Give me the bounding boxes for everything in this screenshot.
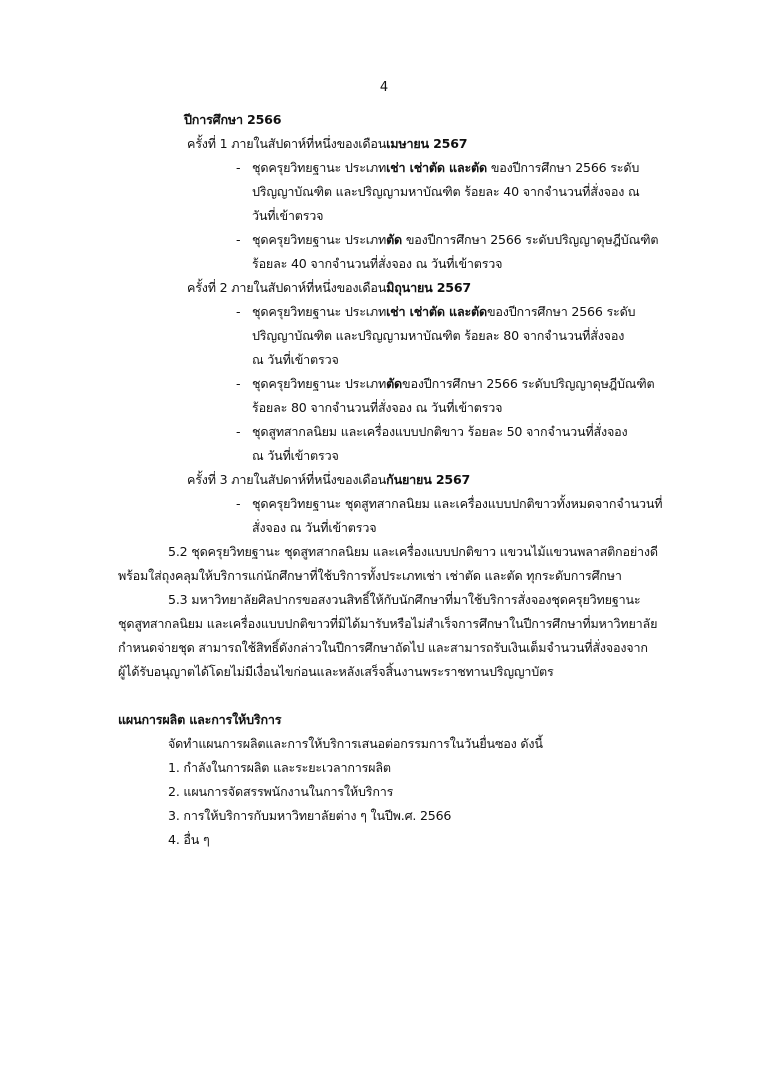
bullet-dash: - (236, 304, 241, 319)
round-1-item-1-line-1: ชุดครุยวิทยฐานะ ประเภทเช่า เช่าตัด และตัด ของปีการศึกษา 2566 ระดับ (252, 160, 640, 175)
bullet-dash: - (236, 160, 241, 175)
round-1-item-2-line-2: ร้อยละ 40 จากจำนวนที่สั่งจอง ณ วันที่เข้าตรวจ (252, 256, 503, 271)
round-1-label: ครั้งที่ 1 ภายในสัปดาห์ที่หนึ่งของเดือนเมษายน 2567 (187, 136, 468, 151)
round-2-item-2-line-2: ร้อยละ 80 จากจำนวนที่สั่งจอง ณ วันที่เข้าตรวจ (252, 400, 503, 415)
round-2-item-3-line-1: ชุดสูทสากลนิยม และเครื่องแบบปกติขาว ร้อยละ 50 จากจำนวนที่สั่งจอง (252, 424, 628, 439)
round-3-month: กันยายน 2567 (386, 472, 471, 487)
round-1-month: เมษายน 2567 (386, 136, 468, 151)
para-5-2-line-2: พร้อมใส่ถุงคลุมให้บริการแก่นักศึกษาที่ใช้บริการทั้งประเภทเช่า เช่าตัด และตัด ทุกระดับการศึกษา (118, 568, 622, 583)
para-5-3-line-3: กำหนดจ่ายชุด สามารถใช้สิทธิ์ดังกล่าวในปีการศึกษาถัดไป และสามารถรับเงินเต็มจำนวนที่สั่งจองจาก (118, 640, 648, 655)
para-5-3-line-1: 5.3 มหาวิทยาลัยศิลปากรขอสงวนสิทธิ์ให้กับนักศึกษาที่มาใช้บริการสั่งจองชุดครุยวิทยฐานะ (168, 592, 641, 607)
round-3-item-1-line-1: ชุดครุยวิทยฐานะ ชุดสูทสากลนิยม และเครื่องแบบปกติขาวทั้งหมดจากจำนวนที่ (252, 496, 663, 511)
round-2-item-1-line-3: ณ วันที่เข้าตรวจ (252, 352, 339, 367)
round-2-item-1-line-1: ชุดครุยวิทยฐานะ ประเภทเช่า เช่าตัด และตัดของปีการศึกษา 2566 ระดับ (252, 304, 636, 319)
round-2-item-2-line-1: ชุดครุยวิทยฐานะ ประเภทตัดของปีการศึกษา 2566 ระดับปริญญาดุษฎีบัณฑิต (252, 376, 655, 391)
plan-item-1: 1. กำลังในการผลิต และระยะเวลาการผลิต (168, 760, 391, 775)
round-2-item-1-line-2: ปริญญาบัณฑิต และปริญญามหาบัณฑิต ร้อยละ 80 จากจำนวนที่สั่งจอง (252, 328, 625, 343)
para-5-3-line-4: ผู้ได้รับอนุญาตได้โดยไม่มีเงื่อนไขก่อนและหลังเสร็จสิ้นงานพระราชทานปริญญาบัตร (118, 664, 554, 679)
round-2-item-3-line-2: ณ วันที่เข้าตรวจ (252, 448, 339, 463)
round-2-month: มิถุนายน 2567 (386, 280, 471, 295)
section-heading: ปีการศึกษา 2566 (184, 112, 282, 127)
bullet-dash: - (236, 376, 241, 391)
para-5-2-line-1: 5.2 ชุดครุยวิทยฐานะ ชุดสูทสากลนิยม และเครื่องแบบปกติขาว แขวนไม้แขวนพลาสติกอย่างดี (168, 544, 658, 559)
plan-item-3: 3. การให้บริการกับมหาวิทยาลัยต่าง ๆ ในปีพ.ศ. 2566 (168, 808, 452, 823)
bullet-dash: - (236, 496, 241, 511)
para-5-3-line-2: ชุดสูทสากลนิยม และเครื่องแบบปกติขาวที่มิได้มารับหรือไม่สำเร็จการศึกษาในปีการศึกษาที่มหาวิทยาลัย (118, 616, 658, 631)
plan-item-4: 4. อื่น ๆ (168, 832, 210, 847)
bullet-dash: - (236, 424, 241, 439)
plan-item-2: 2. แผนการจัดสรรพนักงานในการให้บริการ (168, 784, 394, 799)
bullet-dash: - (236, 232, 241, 247)
plan-heading: แผนการผลิต และการให้บริการ (118, 712, 282, 727)
round-3-label: ครั้งที่ 3 ภายในสัปดาห์ที่หนึ่งของเดือนกันยายน 2567 (187, 472, 471, 487)
round-1-item-2-line-1: ชุดครุยวิทยฐานะ ประเภทตัด ของปีการศึกษา 2566 ระดับปริญญาดุษฎีบัณฑิต (252, 232, 659, 247)
round-3-item-1-line-2: สั่งจอง ณ วันที่เข้าตรวจ (252, 520, 377, 535)
round-1-item-1-line-2: ปริญญาบัณฑิต และปริญญามหาบัณฑิต ร้อยละ 40 จากจำนวนที่สั่งจอง ณ (252, 184, 640, 199)
round-2-label: ครั้งที่ 2 ภายในสัปดาห์ที่หนึ่งของเดือนมิถุนายน 2567 (187, 280, 471, 295)
round-1-item-1-line-3: วันที่เข้าตรวจ (252, 208, 324, 223)
page-number: 4 (379, 80, 389, 95)
plan-intro: จัดทำแผนการผลิตและการให้บริการเสนอต่อกรรมการในวันยื่นซอง ดังนี้ (168, 736, 543, 751)
